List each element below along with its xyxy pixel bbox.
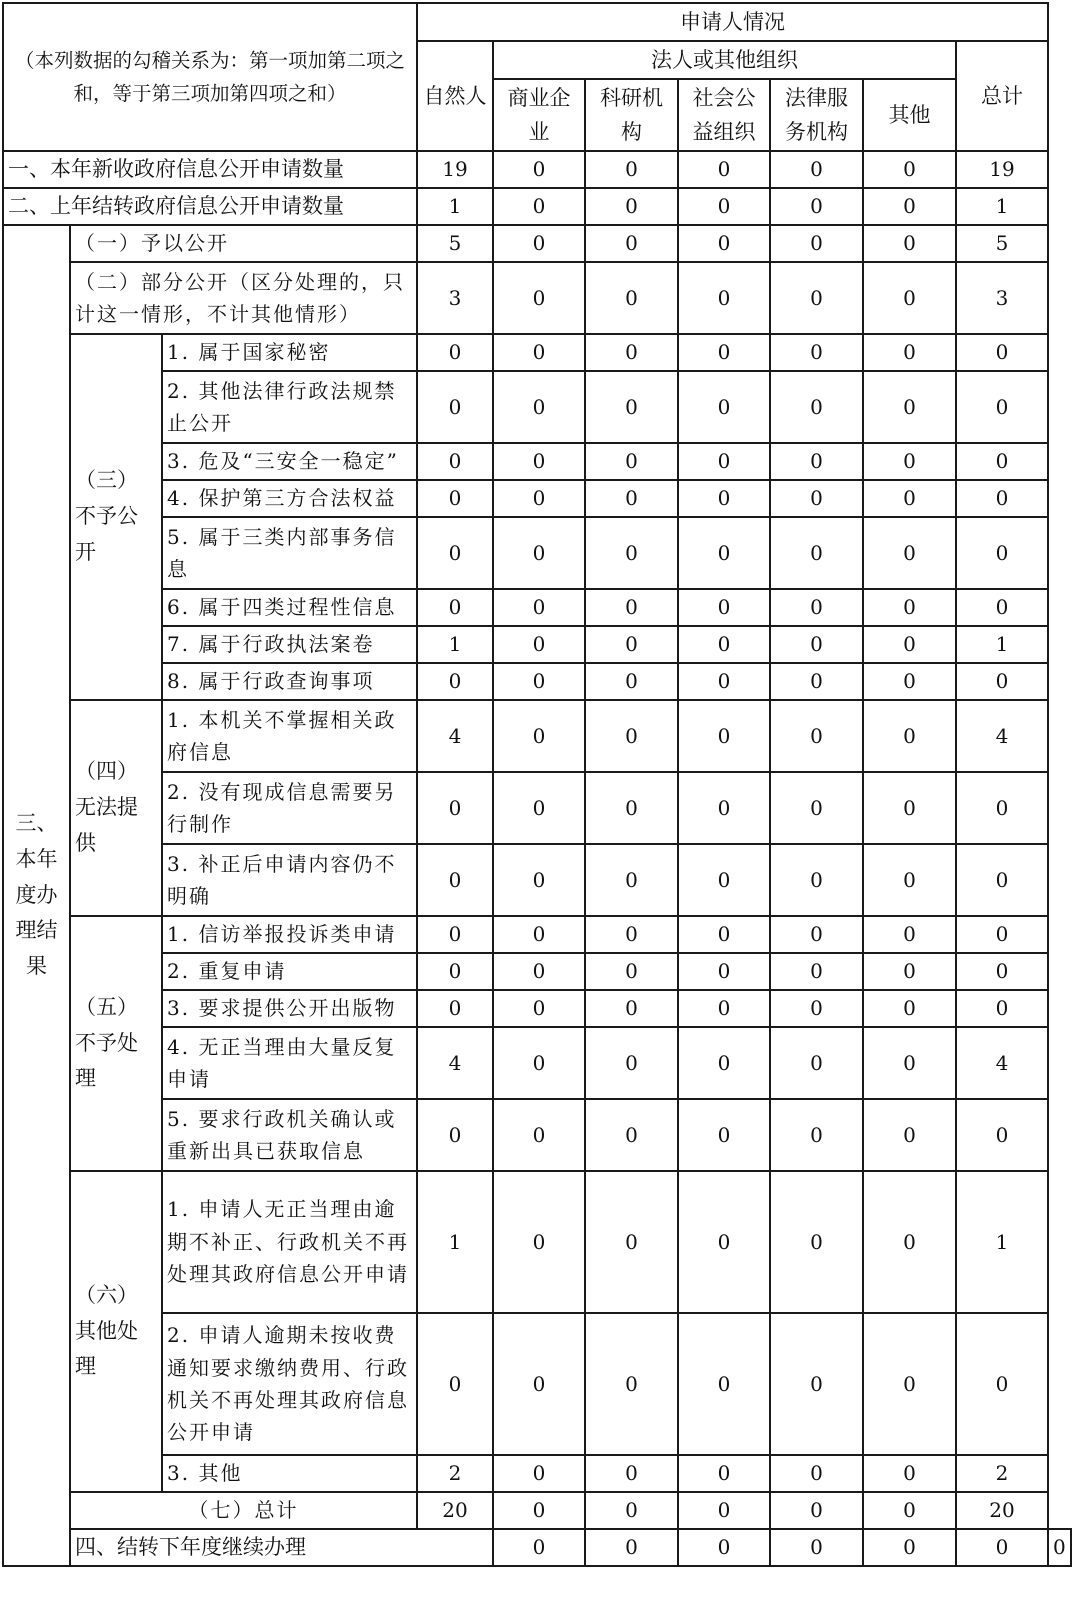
row-label: 2. 其他法律行政法规禁止公开 bbox=[162, 371, 417, 443]
cell-value: 0 bbox=[770, 844, 863, 916]
cell-value: 0 bbox=[770, 517, 863, 589]
cell-value: 0 bbox=[585, 700, 678, 772]
cell-value: 0 bbox=[770, 589, 863, 626]
cell-value: 0 bbox=[585, 1027, 678, 1099]
cell-value: 0 bbox=[863, 1099, 956, 1171]
cell-value: 0 bbox=[585, 225, 678, 262]
row-label: 四、结转下年度继续办理 bbox=[70, 1529, 493, 1566]
cell-value: 0 bbox=[585, 589, 678, 626]
cell-value: 0 bbox=[770, 663, 863, 700]
cell-value: 0 bbox=[956, 1099, 1048, 1171]
cell-value: 0 bbox=[770, 1529, 863, 1566]
cell-value: 1 bbox=[956, 626, 1048, 663]
cell-value: 0 bbox=[585, 1529, 678, 1566]
cell-value: 0 bbox=[493, 1099, 585, 1171]
cell-value: 0 bbox=[493, 1027, 585, 1099]
cell-value: 0 bbox=[863, 262, 956, 334]
cell-value: 0 bbox=[956, 953, 1048, 990]
table-row bbox=[3, 990, 1071, 1027]
table-row bbox=[3, 589, 1071, 626]
cell-value: 0 bbox=[417, 1313, 493, 1455]
cell-value: 0 bbox=[770, 225, 863, 262]
cell-value: 0 bbox=[678, 1455, 770, 1492]
cell-value: 0 bbox=[678, 151, 770, 188]
cell-value: 0 bbox=[493, 700, 585, 772]
row-label: 2. 没有现成信息需要另行制作 bbox=[162, 772, 417, 844]
cell-value: 0 bbox=[956, 663, 1048, 700]
cell-value: 0 bbox=[678, 334, 770, 371]
cell-value: 0 bbox=[678, 262, 770, 334]
cell-value: 0 bbox=[417, 334, 493, 371]
cell-value: 0 bbox=[956, 371, 1048, 443]
cell-value: 0 bbox=[678, 844, 770, 916]
cell-value: 1 bbox=[417, 188, 493, 225]
cell-value: 2 bbox=[956, 1455, 1048, 1492]
cell-value: 0 bbox=[585, 334, 678, 371]
cell-value: 0 bbox=[678, 1313, 770, 1455]
cell-value: 0 bbox=[863, 990, 956, 1027]
cell-value: 0 bbox=[678, 772, 770, 844]
cell-value: 0 bbox=[493, 1455, 585, 1492]
table-row bbox=[3, 626, 1071, 663]
table-row bbox=[3, 334, 1071, 371]
cell-value: 0 bbox=[770, 1099, 863, 1171]
cell-value: 0 bbox=[585, 844, 678, 916]
cell-value: 20 bbox=[417, 1492, 493, 1529]
table-row bbox=[3, 916, 1071, 953]
header-business: 商业企业 bbox=[493, 79, 585, 151]
cell-value: 0 bbox=[678, 990, 770, 1027]
cell-value: 0 bbox=[493, 262, 585, 334]
cell-value: 0 bbox=[770, 1455, 863, 1492]
header-public-welfare: 社会公益组织 bbox=[678, 79, 770, 151]
table-row bbox=[3, 517, 1071, 589]
g3-group-label: （三）不予公开 bbox=[70, 334, 162, 700]
cell-value: 0 bbox=[493, 990, 585, 1027]
row-label: 3. 补正后申请内容仍不明确 bbox=[162, 844, 417, 916]
cell-value: 2 bbox=[417, 1455, 493, 1492]
cell-value: 0 bbox=[493, 1171, 585, 1313]
cell-value: 4 bbox=[956, 700, 1048, 772]
cell-value: 0 bbox=[493, 772, 585, 844]
header-legal-service: 法律服务机构 bbox=[770, 79, 863, 151]
cell-value: 0 bbox=[493, 589, 585, 626]
row-label: 1. 信访举报投诉类申请 bbox=[162, 916, 417, 953]
table-row bbox=[3, 663, 1071, 700]
cell-value: 0 bbox=[585, 990, 678, 1027]
cell-value: 0 bbox=[770, 1492, 863, 1529]
cell-value: 0 bbox=[956, 1529, 1048, 1566]
cell-value: 0 bbox=[493, 916, 585, 953]
header-natural-person: 自然人 bbox=[417, 41, 493, 151]
cell-value: 0 bbox=[863, 443, 956, 480]
cell-value: 0 bbox=[770, 371, 863, 443]
table-row bbox=[3, 1027, 1071, 1099]
cell-value: 0 bbox=[770, 480, 863, 517]
g6-group-label: （六）其他处理 bbox=[70, 1171, 162, 1492]
row-label: 二、上年结转政府信息公开申请数量 bbox=[3, 188, 417, 225]
cell-value: 0 bbox=[863, 1171, 956, 1313]
table-row bbox=[3, 844, 1071, 916]
table-row bbox=[3, 151, 1071, 188]
cell-value: 0 bbox=[417, 443, 493, 480]
cell-value: 0 bbox=[863, 517, 956, 589]
cell-value: 0 bbox=[863, 1492, 956, 1529]
row-label: 1. 属于国家秘密 bbox=[162, 334, 417, 371]
g4-group-label: （四）无法提供 bbox=[70, 700, 162, 916]
section-3-label: 三、本年度办理结果 bbox=[3, 225, 70, 1566]
cell-value: 0 bbox=[493, 517, 585, 589]
row-label: 6. 属于四类过程性信息 bbox=[162, 589, 417, 626]
cell-value: 0 bbox=[956, 517, 1048, 589]
cell-value: 0 bbox=[417, 517, 493, 589]
cell-value: 0 bbox=[863, 334, 956, 371]
cell-value: 1 bbox=[956, 188, 1048, 225]
cell-value: 0 bbox=[417, 663, 493, 700]
row-label: 3. 危及“三安全一稳定” bbox=[162, 443, 417, 480]
cell-value: 0 bbox=[417, 990, 493, 1027]
cell-value: 0 bbox=[770, 443, 863, 480]
cell-value: 0 bbox=[956, 772, 1048, 844]
cell-value: 0 bbox=[863, 663, 956, 700]
cell-value: 0 bbox=[585, 772, 678, 844]
cell-value: 0 bbox=[493, 844, 585, 916]
cell-value: 4 bbox=[417, 1027, 493, 1099]
cell-value: 0 bbox=[863, 700, 956, 772]
cell-value: 0 bbox=[863, 844, 956, 916]
cell-value: 0 bbox=[956, 480, 1048, 517]
cell-value: 0 bbox=[585, 1099, 678, 1171]
cell-value: 0 bbox=[863, 371, 956, 443]
cell-value: 0 bbox=[493, 334, 585, 371]
table-row bbox=[3, 1099, 1071, 1171]
cell-value: 0 bbox=[585, 916, 678, 953]
cell-value: 0 bbox=[417, 953, 493, 990]
row-label: （二）部分公开（区分处理的，只计这一情形，不计其他情形） bbox=[70, 262, 417, 334]
cell-value: 0 bbox=[417, 844, 493, 916]
cell-value: 0 bbox=[585, 443, 678, 480]
cell-value: 0 bbox=[493, 480, 585, 517]
table-row bbox=[3, 953, 1071, 990]
row-label: 2. 申请人逾期未按收费通知要求缴纳费用、行政机关不再处理其政府信息公开申请 bbox=[162, 1313, 417, 1455]
cell-value: 0 bbox=[863, 589, 956, 626]
cell-value: 0 bbox=[678, 517, 770, 589]
cell-value: 0 bbox=[678, 1027, 770, 1099]
table-row bbox=[3, 1171, 1071, 1313]
cell-value: 0 bbox=[585, 151, 678, 188]
cell-value: 0 bbox=[678, 1171, 770, 1313]
cell-value: 0 bbox=[678, 589, 770, 626]
cell-value: 0 bbox=[417, 916, 493, 953]
row-label: 4. 无正当理由大量反复申请 bbox=[162, 1027, 417, 1099]
cell-value: 0 bbox=[678, 225, 770, 262]
cell-value: 0 bbox=[493, 371, 585, 443]
cell-value: 0 bbox=[585, 371, 678, 443]
cell-value: 0 bbox=[956, 1313, 1048, 1455]
cell-value: 0 bbox=[770, 151, 863, 188]
cell-value: 0 bbox=[678, 953, 770, 990]
cell-value: 4 bbox=[956, 1027, 1048, 1099]
cell-value: 0 bbox=[678, 916, 770, 953]
cell-value: 0 bbox=[678, 480, 770, 517]
header-total: 总计 bbox=[956, 41, 1048, 151]
cell-value: 5 bbox=[417, 225, 493, 262]
cell-value: 1 bbox=[417, 626, 493, 663]
cell-value: 0 bbox=[863, 1027, 956, 1099]
cell-value: 0 bbox=[417, 589, 493, 626]
row-label: 8. 属于行政查询事项 bbox=[162, 663, 417, 700]
cell-value: 0 bbox=[863, 1529, 956, 1566]
cell-value: 0 bbox=[585, 1455, 678, 1492]
cell-value: 0 bbox=[770, 1027, 863, 1099]
table-row bbox=[3, 1529, 1071, 1566]
cell-value: 0 bbox=[493, 188, 585, 225]
cell-value: 4 bbox=[417, 700, 493, 772]
row-label: 5. 属于三类内部事务信息 bbox=[162, 517, 417, 589]
cell-value: 0 bbox=[678, 626, 770, 663]
cell-value: 0 bbox=[956, 916, 1048, 953]
table-row bbox=[3, 188, 1071, 225]
table-row bbox=[3, 371, 1071, 443]
row-label: 7. 属于行政执法案卷 bbox=[162, 626, 417, 663]
table-row bbox=[3, 262, 1071, 334]
table-row bbox=[3, 480, 1071, 517]
government-info-disclosure-table bbox=[2, 2, 1072, 1567]
cell-value: 0 bbox=[585, 1171, 678, 1313]
cell-value: 0 bbox=[493, 663, 585, 700]
table-row bbox=[3, 1492, 1071, 1529]
cell-value: 0 bbox=[770, 953, 863, 990]
cell-value: 0 bbox=[493, 626, 585, 663]
cell-value: 19 bbox=[956, 151, 1048, 188]
cell-value: 0 bbox=[956, 990, 1048, 1027]
cell-value: 0 bbox=[585, 1492, 678, 1529]
cell-value: 0 bbox=[417, 1099, 493, 1171]
cell-value: 0 bbox=[678, 371, 770, 443]
cell-value: 0 bbox=[493, 1313, 585, 1455]
cell-value: 0 bbox=[770, 262, 863, 334]
cell-value: 0 bbox=[678, 1529, 770, 1566]
cell-value: 0 bbox=[417, 480, 493, 517]
g5-group-label: （五）不予处理 bbox=[70, 916, 162, 1171]
cell-value: 0 bbox=[956, 443, 1048, 480]
cell-value: 0 bbox=[863, 772, 956, 844]
row-label: （一）予以公开 bbox=[70, 225, 417, 262]
row-label: 1. 申请人无正当理由逾期不补正、行政机关不再处理其政府信息公开申请 bbox=[162, 1171, 417, 1313]
cell-value: 0 bbox=[770, 700, 863, 772]
cell-value: 0 bbox=[770, 772, 863, 844]
cell-value: 0 bbox=[678, 700, 770, 772]
row-label: 4. 保护第三方合法权益 bbox=[162, 480, 417, 517]
cell-value: 0 bbox=[770, 1313, 863, 1455]
cell-value: 0 bbox=[770, 990, 863, 1027]
note-cell: （本列数据的勾稽关系为：第一项加第二项之和，等于第三项加第四项之和） bbox=[3, 3, 417, 151]
row-label: （七）总计 bbox=[70, 1492, 417, 1529]
cell-value: 0 bbox=[585, 480, 678, 517]
row-label: 3. 要求提供公开出版物 bbox=[162, 990, 417, 1027]
cell-value: 0 bbox=[585, 1313, 678, 1455]
cell-value: 1 bbox=[417, 1171, 493, 1313]
cell-value: 3 bbox=[417, 262, 493, 334]
cell-value: 5 bbox=[956, 225, 1048, 262]
table-row bbox=[3, 1455, 1071, 1492]
cell-value: 0 bbox=[863, 1455, 956, 1492]
cell-value: 0 bbox=[678, 443, 770, 480]
table-row bbox=[3, 1313, 1071, 1455]
table-row bbox=[3, 700, 1071, 772]
cell-value: 0 bbox=[493, 225, 585, 262]
cell-value: 0 bbox=[863, 1313, 956, 1455]
cell-value: 0 bbox=[678, 188, 770, 225]
cell-value: 0 bbox=[956, 334, 1048, 371]
header-legal-entities: 法人或其他组织 bbox=[493, 41, 956, 79]
table-row bbox=[3, 225, 1071, 262]
cell-value: 0 bbox=[585, 517, 678, 589]
row-label: 1. 本机关不掌握相关政府信息 bbox=[162, 700, 417, 772]
cell-value: 0 bbox=[1048, 1529, 1071, 1566]
row-label: 5. 要求行政机关确认或重新出具已获取信息 bbox=[162, 1099, 417, 1171]
cell-value: 0 bbox=[770, 334, 863, 371]
cell-value: 0 bbox=[770, 626, 863, 663]
table-row bbox=[3, 772, 1071, 844]
cell-value: 0 bbox=[585, 663, 678, 700]
cell-value: 0 bbox=[863, 953, 956, 990]
cell-value: 0 bbox=[493, 953, 585, 990]
cell-value: 0 bbox=[863, 916, 956, 953]
row-label: 一、本年新收政府信息公开申请数量 bbox=[3, 151, 417, 188]
cell-value: 0 bbox=[417, 772, 493, 844]
row-label: 2. 重复申请 bbox=[162, 953, 417, 990]
cell-value: 0 bbox=[585, 953, 678, 990]
cell-value: 3 bbox=[956, 262, 1048, 334]
cell-value: 0 bbox=[770, 916, 863, 953]
cell-value: 0 bbox=[770, 1171, 863, 1313]
cell-value: 0 bbox=[770, 188, 863, 225]
header-applicant: 申请人情况 bbox=[417, 3, 1048, 41]
cell-value: 0 bbox=[678, 663, 770, 700]
table-row bbox=[3, 443, 1071, 480]
cell-value: 0 bbox=[493, 443, 585, 480]
header-other: 其他 bbox=[863, 79, 956, 151]
cell-value: 0 bbox=[863, 151, 956, 188]
cell-value: 20 bbox=[956, 1492, 1048, 1529]
cell-value: 0 bbox=[678, 1099, 770, 1171]
header-research: 科研机构 bbox=[585, 79, 678, 151]
cell-value: 0 bbox=[863, 225, 956, 262]
cell-value: 0 bbox=[493, 1529, 585, 1566]
cell-value: 0 bbox=[863, 480, 956, 517]
cell-value: 19 bbox=[417, 151, 493, 188]
cell-value: 0 bbox=[863, 626, 956, 663]
cell-value: 0 bbox=[956, 589, 1048, 626]
cell-value: 0 bbox=[863, 188, 956, 225]
cell-value: 0 bbox=[956, 844, 1048, 916]
cell-value: 0 bbox=[417, 371, 493, 443]
cell-value: 0 bbox=[493, 1492, 585, 1529]
cell-value: 1 bbox=[956, 1171, 1048, 1313]
cell-value: 0 bbox=[678, 1492, 770, 1529]
cell-value: 0 bbox=[585, 626, 678, 663]
cell-value: 0 bbox=[585, 188, 678, 225]
cell-value: 0 bbox=[585, 262, 678, 334]
cell-value: 0 bbox=[493, 151, 585, 188]
row-label: 3. 其他 bbox=[162, 1455, 417, 1492]
